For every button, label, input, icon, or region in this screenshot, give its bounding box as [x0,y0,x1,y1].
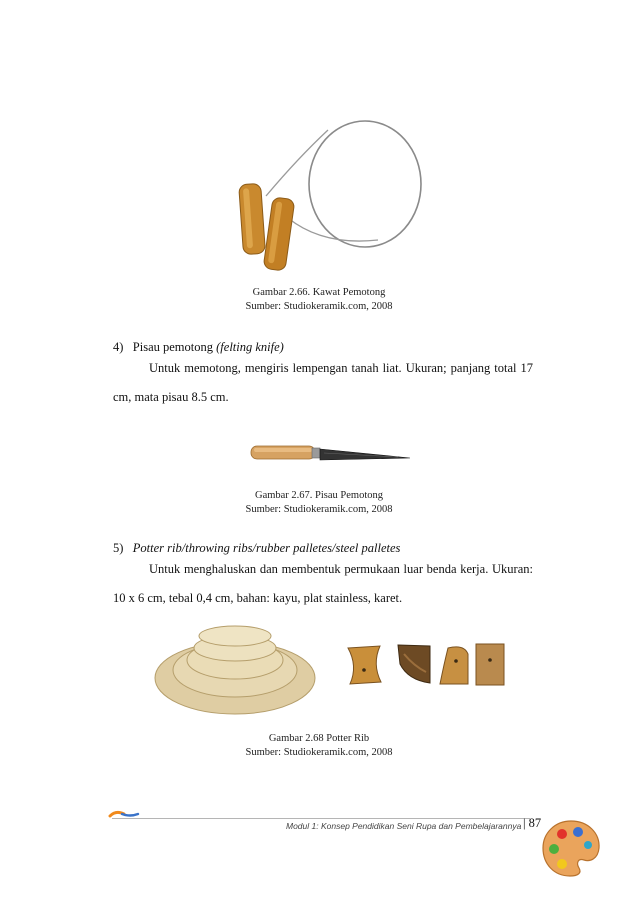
page-number-value: 87 [528,816,542,830]
section-title: Pisau pemotong [132,340,217,354]
section-5-heading [113,541,400,556]
figure-source: Sumber: Studiokeramik.com, 2008 [245,301,393,312]
footer-module-title: Modul 1: Konsep Pendidikan Seni Rupa dan Pembelajarannya [286,821,522,831]
section-4-heading [113,340,284,355]
figure-2-66-caption [0,286,638,314]
section-4-body [113,354,533,412]
paint-palette-icon [540,818,602,878]
page-separator: | [523,816,526,830]
figure-2-68-caption [0,732,638,760]
wire-cutter-image [228,118,428,278]
felting-knife-image [248,440,414,470]
brush-stroke-icon [108,808,142,822]
paragraph-text: Untuk memotong, mengiris lempengan tanah liat. Ukuran; panjang total 17 cm, mata pisau 8.5 cm. [113,361,533,404]
section-number: 4) [113,340,124,354]
potter-ribs-image [152,614,512,720]
figure-source: Sumber: Studiokeramik.com, 2008 [245,504,393,515]
section-title-italic: Potter rib/throwing ribs/rubber palletes/steel palletes [132,541,401,555]
figure-2-67-caption [0,489,638,517]
footer-divider [112,818,530,819]
figure-caption: Gambar 2.67. Pisau Pemotong [254,490,384,501]
figure-source: Sumber: Studiokeramik.com, 2008 [245,747,393,758]
page-number [523,816,541,831]
section-5-body [113,555,533,613]
section-number: 5) [113,541,124,555]
section-title-italic: (felting knife) [216,340,284,354]
paragraph-text: Untuk menghaluskan dan membentuk permukaan luar benda kerja. Ukuran: 10 x 6 cm, tebal 0,4 cm, bahan: kayu, plat stainless, karet. [113,562,533,605]
figure-caption: Gambar 2.68 Potter Rib [268,733,370,744]
figure-caption: Gambar 2.66. Kawat Pemotong [252,287,386,298]
